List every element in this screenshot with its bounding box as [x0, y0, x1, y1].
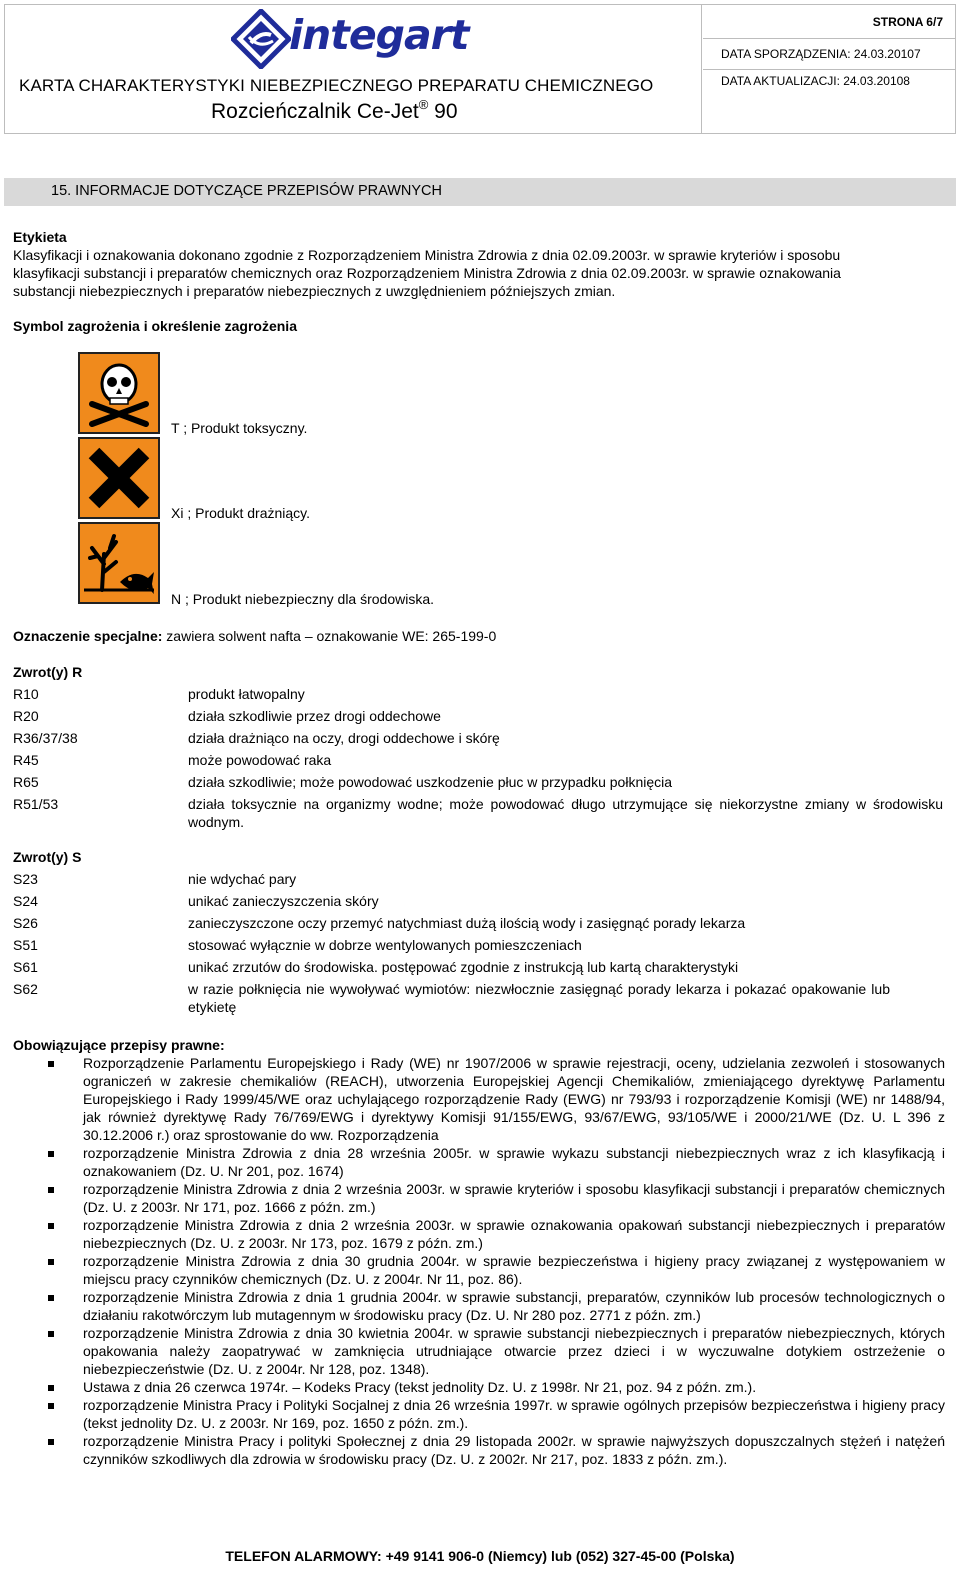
product-name [211, 97, 458, 124]
r-phrase-text: działa szkodliwie przez drogi oddechowe [188, 708, 441, 724]
regulation-item: rozporządzenie Ministra Zdrowia z dnia 30 grudnia 2004r. w sprawie bezpieczeństwa i higieny pracy związanej z występowaniem w miejscu pracy czynników chemicznych (Dz. U. z 2004r. Nr 11, poz. 86). [83, 1253, 945, 1287]
bullet-icon [48, 1295, 54, 1301]
section-heading-bar [4, 178, 956, 206]
x-cross-icon [78, 437, 160, 519]
bullet-icon [48, 1061, 54, 1067]
r-phrase-text: działa szkodliwie; może powodować uszkodzenie płuc w przypadku połknięcia [188, 774, 673, 790]
section-title: 15. INFORMACJE DOTYCZĄCE PRZEPISÓW PRAWNYCH [51, 183, 442, 199]
s-phrases-heading: Zwrot(y) S [13, 849, 82, 865]
company-logo [229, 7, 469, 71]
s-phrase-code: S51 [13, 937, 38, 953]
bullet-icon [48, 1403, 54, 1409]
etykieta-line: klasyfikacji substancji i preparatów chemicznych oraz Rozporządzeniem Ministra Zdrowia z dnia 02.09.2003r. w sprawie oznakowania [13, 265, 841, 281]
bullet-icon [48, 1259, 54, 1265]
created-date: DATA SPORZĄDZENIA: 24.03.20107 [721, 47, 921, 61]
regulation-item: Rozporządzenie Parlamentu Europejskiego i Rady (WE) nr 1907/2006 w sprawie rejestracji, oceny, udzielania zezwoleń i stosowanych ograniczeń w zakresie chemikaliów (REACH), utworzenia Europejskiej Agencji Chemikaliów, zmieniającego dyrektywę Parlamentu Europejskiego i Rady 1999/45/WE oraz uchylającego rozporządzenie Rady (EWG) nr 793/93 i rozporządzenie Komisji (WE) nr 1488/94, jak również dyrektywę Rady 76/769/EWG i dyrektywy Komisji 91/155/EWG, 93/67/EWG, 93/105/WE i 2000/21/WE (Dz. U. L 396 z 30.12.2006 r.) oraz sprostowanie do ww. Rozporządzenia [83, 1055, 945, 1143]
special-text: zawiera solwent nafta – oznakowanie WE: 265-199-0 [162, 628, 497, 644]
r-phrase-code: R36/37/38 [13, 730, 78, 746]
bullet-icon [48, 1439, 54, 1445]
s-phrase-text: zanieczyszczone oczy przemyć natychmiast dużą ilością wody i zasięgnąć porady lekarza [188, 915, 746, 931]
etykieta-heading: Etykieta [13, 229, 67, 245]
s-phrase-text: unikać zanieczyszczenia skóry [188, 893, 379, 909]
regulation-item: rozporządzenie Ministra Zdrowia z dnia 30 kwietnia 2004r. w sprawie substancji niebezpiecznych i preparatów niebezpiecznych, których opakowania należy zaopatrywać w zamknięcia utrudniające otwarcie przez dzieci i w wyczuwalne dotykiem ostrzeżenie o niebezpieczeństwie (Dz. U. z 2004r. Nr 128, poz. 1348). [83, 1325, 945, 1377]
r-phrase-text: działa drażniąco na oczy, drogi oddechowe i skórę [188, 730, 500, 746]
divider [703, 38, 955, 39]
diamond-logo-icon [231, 9, 291, 69]
logo-wordmark: integart [289, 11, 469, 59]
s-phrase-code: S62 [13, 981, 38, 997]
emergency-phone-footer: TELEFON ALARMOWY: +49 9141 906-0 (Niemcy) lub (052) 327-45-00 (Polska) [225, 1548, 735, 1564]
product-number: 90 [428, 100, 458, 123]
header-left-cell [5, 5, 702, 133]
symbols-heading: Symbol zagrożenia i określenie zagrożenia [13, 318, 297, 334]
regulations-heading: Obowiązujące przepisy prawne: [13, 1037, 225, 1053]
r-phrase-text: działa toksycznie na organizmy wodne; może powodować długo utrzymujące się niekorzystne zmiany w środowisku wodnym. [188, 796, 943, 830]
regulation-item: rozporządzenie Ministra Pracy i Polityki Socjalnej z dnia 26 września 1997r. w sprawie ogólnych przepisów bezpieczeństwa i higieny pracy (tekst jednolity Dz. U. z 2003r. Nr 169, poz. 1650 z późn. zm.). [83, 1397, 945, 1431]
card-title: KARTA CHARAKTERYSTYKI NIEBEZPIECZNEGO PREPARATU CHEMICZNEGO [19, 76, 654, 95]
bullet-icon [48, 1385, 54, 1391]
regulation-item: rozporządzenie Ministra Zdrowia z dnia 2 września 2003r. w sprawie kryteriów i sposobu klasyfikacji substancji i preparatów chemicznych (Dz. U. z 2003r. Nr 171, poz. 1666 z późn. zm.) [83, 1181, 945, 1215]
dead-tree-fish-icon [78, 522, 160, 604]
bullet-icon [48, 1223, 54, 1229]
registered-mark: ® [418, 97, 429, 112]
bullet-icon [48, 1331, 54, 1337]
r-phrase-text: może powodować raka [188, 752, 332, 768]
skull-crossbones-icon [78, 352, 160, 434]
s-phrase-text: unikać zrzutów do środowiska. postępować zgodnie z instrukcją lub kartą charakterystyki [188, 959, 739, 975]
r-phrase-code: R65 [13, 774, 39, 790]
divider [703, 69, 955, 70]
special-label: Oznaczenie specjalne: [13, 628, 163, 644]
header-right-cell [703, 5, 955, 133]
regulation-item: rozporządzenie Ministra Pracy i polityki Społecznej z dnia 29 listopada 2002r. w sprawie najwyższych dopuszczalnych stężeń i natężeń czynników szkodliwych dla zdrowia w środowisku pracy (Dz. U. z 2002r. Nr 217, poz. 1833 z późn. zm.). [83, 1433, 945, 1467]
bullet-icon [48, 1187, 54, 1193]
s-phrase-code: S61 [13, 959, 38, 975]
s-phrase-text: w razie połknięcia nie wywoływać wymiotów: niezwłocznie zasięgnąć porady lekarza i pokazać opakowanie lub etykietę [188, 981, 890, 1015]
s-phrase-code: S26 [13, 915, 38, 931]
hazard-toxic-label: T ; Produkt toksyczny. [171, 420, 308, 436]
s-phrase-code: S23 [13, 871, 38, 887]
special-designation [13, 627, 496, 645]
r-phrases-heading: Zwrot(y) R [13, 664, 83, 680]
hazard-irritant-label: Xi ; Produkt drażniący. [171, 505, 311, 521]
etykieta-line: Klasyfikacji i oznakowania dokonano zgodnie z Rozporządzeniem Ministra Zdrowia z dnia 02.09.2003r. w sprawie kryteriów i sposobu [13, 247, 841, 263]
regulation-item: rozporządzenie Ministra Zdrowia z dnia 1 grudnia 2004r. w sprawie substancji, preparatów, czynników lub procesów technologicznych o działaniu rakotwórczym lub mutagennym w środowisku pracy (Dz. U. Nr 280 poz. 2771 z późn. zm.) [83, 1289, 945, 1323]
bullet-icon [48, 1151, 54, 1157]
s-phrase-text: nie wdychać pary [188, 871, 297, 887]
r-phrase-code: R45 [13, 752, 39, 768]
product-name-text: Rozcieńczalnik Ce-Jet [211, 100, 419, 123]
regulation-item: rozporządzenie Ministra Zdrowia z dnia 2 września 2003r. w sprawie oznakowania opakowań substancji niebezpiecznych i preparatów niebezpiecznych (Dz. U. z 2003r. Nr 173, poz. 1679 z późn. zm.) [83, 1217, 945, 1251]
s-phrase-code: S24 [13, 893, 38, 909]
regulation-item: rozporządzenie Ministra Zdrowia z dnia 28 września 2005r. w sprawie wykazu substancji niebezpiecznych wraz z ich klasyfikacją i oznakowaniem (Dz. U. Nr 201, poz. 1674) [83, 1145, 945, 1179]
r-phrase-code: R10 [13, 686, 39, 702]
hazard-environment-label: N ; Produkt niebezpieczny dla środowiska. [171, 591, 435, 607]
updated-date: DATA AKTUALIZACJI: 24.03.20108 [721, 74, 910, 88]
page-number: STRONA 6/7 [872, 15, 943, 29]
etykieta-line: substancji niebezpiecznych i preparatów niebezpiecznych z uwzględnieniem późniejszych zmian. [13, 283, 616, 299]
r-phrase-code: R20 [13, 708, 39, 724]
document-header [4, 4, 956, 134]
regulation-item: Ustawa z dnia 26 czerwca 1974r. – Kodeks Pracy (tekst jednolity Dz. U. z 1998r. Nr 21, poz. 94 z późn. zm.). [83, 1379, 757, 1395]
r-phrase-text: produkt łatwopalny [188, 686, 305, 702]
r-phrase-code: R51/53 [13, 796, 59, 812]
s-phrase-text: stosować wyłącznie w dobrze wentylowanych pomieszczeniach [188, 937, 582, 953]
